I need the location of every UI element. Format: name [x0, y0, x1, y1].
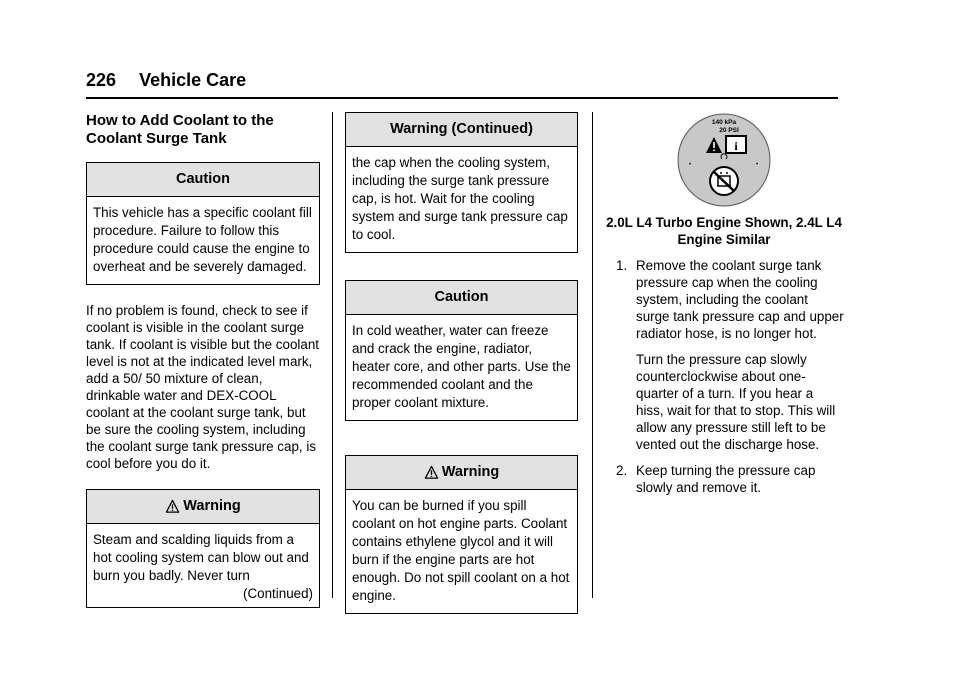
caution-text: In cold weather, water can freeze and crack the engine, radiator, heater core, and other parts. Use the recommended coolant and the proper coolant mixture.	[352, 323, 571, 410]
warning-icon	[424, 465, 439, 480]
step-item	[604, 462, 844, 496]
caution-box	[86, 162, 320, 285]
caution-text: This vehicle has a specific coolant fill procedure. Failure to follow this procedure could cause the engine to overheat and be severely damaged.	[93, 205, 312, 274]
continued-label: (Continued)	[243, 586, 313, 601]
figure-caption: 2.0L L4 Turbo Engine Shown, 2.4L L4 Engine Similar	[606, 215, 842, 247]
warning-continued-text: the cap when the cooling system, including the surge tank pressure cap, is hot. Wait for the cooling system and surge tank pressure cap to cool.	[352, 155, 568, 242]
warning-header	[346, 456, 577, 490]
step-text: Remove the coolant surge tank pressure cap when the cooling system, including the coolant surge tank pressure cap and upper radiator hose, is no longer hot.	[636, 258, 844, 341]
caution-title: Caution	[87, 163, 319, 197]
column-divider	[592, 112, 593, 598]
svg-text:•: •	[689, 162, 692, 168]
column-divider	[332, 112, 333, 598]
caution-title: Caution	[346, 281, 577, 315]
step-subtext: Turn the pressure cap slowly counterclockwise about one-quarter of a turn. If you hear a hiss, wait for that to stop. This will allow any pressure still left to be vented out the discharge hose.	[636, 352, 836, 452]
header-rule	[86, 97, 838, 99]
section-heading: How to Add Coolant to the Coolant Surge Tank	[86, 112, 274, 147]
cap-pressure-psi: 20 PSI	[719, 127, 739, 134]
cap-pressure-kpa: 140 kPa	[711, 119, 737, 126]
step-text: Keep turning the pressure cap slowly and remove it.	[636, 463, 816, 495]
svg-text:•: •	[756, 162, 759, 168]
figure	[604, 112, 844, 212]
warning-icon	[165, 499, 180, 514]
svg-text:i: i	[734, 139, 738, 153]
warning-header	[87, 490, 319, 524]
caution-box	[345, 280, 578, 421]
surge-tank-cap-icon	[676, 112, 772, 208]
warning-box	[86, 489, 320, 608]
step-number: 2.	[616, 463, 628, 478]
column-2	[345, 112, 578, 614]
warning-title: Warning	[183, 498, 241, 514]
steps-list	[604, 257, 844, 496]
step-item	[604, 257, 844, 453]
warning-box	[345, 455, 578, 614]
warning-continued-title: Warning (Continued)	[346, 113, 577, 147]
warning-text: You can be burned if you spill coolant on hot engine parts. Coolant contains ethylene glycol and it will burn if the engine parts are hot enough. Do not spill coolant on a hot engine.	[352, 498, 570, 603]
column-1	[86, 112, 320, 608]
warning-text: Steam and scalding liquids from a hot cooling system can blow out and burn you badly. Never turn	[93, 532, 309, 583]
warning-title: Warning	[441, 464, 500, 480]
body-paragraph: If no problem is found, check to see if coolant is visible in the coolant surge tank. If coolant is visible but the coolant level is not at the indicated level mark, add a 50/ 50 mixture of clean, drinkable water and DEX-COOL coolant at the coolant surge tank, but be sure the cooling system, including the coolant surge tank pressure cap, is cool before you do it.	[86, 303, 319, 471]
warning-continued-box	[345, 112, 578, 253]
step-number: 1.	[616, 258, 628, 273]
section-title: Vehicle Care	[139, 70, 247, 90]
column-3	[604, 112, 844, 496]
page-header	[86, 70, 246, 91]
page-number: 226	[86, 70, 117, 90]
